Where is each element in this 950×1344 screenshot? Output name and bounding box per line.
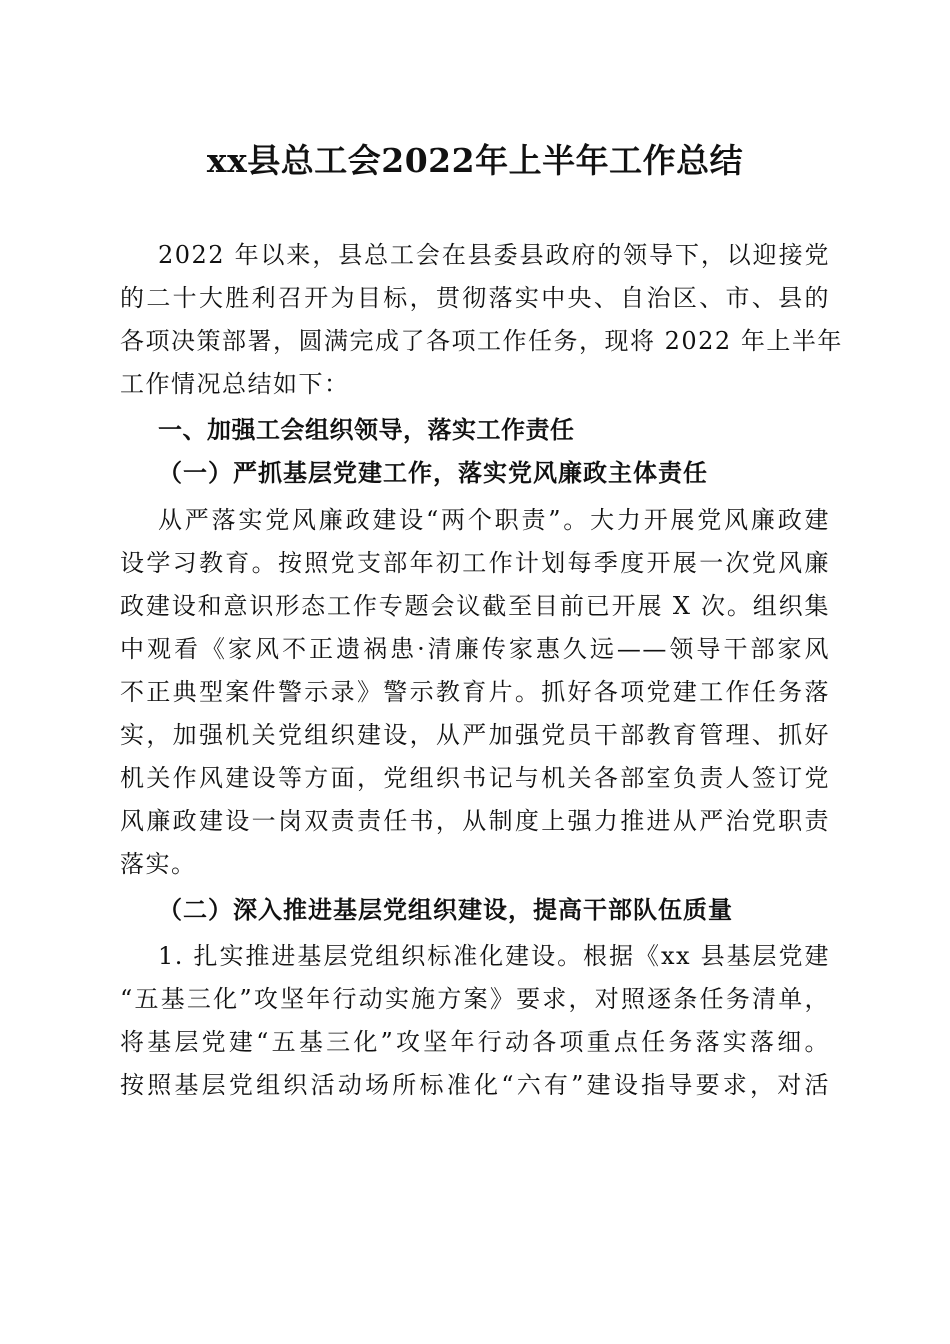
intro-line: 2022 年以来，县总工会在县委县政府的领导下，以迎接党 xyxy=(158,241,830,269)
body-line: 实，加强机关党组织建设，从严加强党员干部教育管理、抓好 xyxy=(120,721,830,749)
subsection-heading: （一）严抓基层党建工作，落实党风廉政主体责任 xyxy=(158,458,708,487)
body-line: 机关作风建设等方面，党组织书记与机关各部室负责人签订党 xyxy=(120,764,830,792)
section-heading: 一、加强工会组织领导，落实工作责任 xyxy=(158,416,575,444)
intro-line: 的二十大胜利召开为目标，贯彻落实中央、自治区、市、县的 xyxy=(120,284,830,312)
body-line: 将基层党建“五基三化”攻坚年行动各项重点任务落实落细。 xyxy=(120,1028,830,1056)
body-line: 按照基层党组织活动场所标准化“六有”建设指导要求，对活 xyxy=(120,1071,830,1099)
body-line: 从严落实党风廉政建设“两个职责”。大力开展党风廉政建 xyxy=(158,506,830,534)
intro-line: 各项决策部署，圆满完成了各项工作任务，现将 2022 年上半年 xyxy=(120,327,843,355)
body-line: 中观看《家风不正遗祸患·清廉传家惠久远——领导干部家风 xyxy=(120,635,830,663)
body-line: 风廉政建设一岗双责责任书，从制度上强力推进从严治党职责 xyxy=(120,807,830,835)
subsection-heading: （二）深入推进基层党组织建设，提高干部队伍质量 xyxy=(158,895,733,924)
body-line: 不正典型案件警示录》警示教育片。抓好各项党建工作任务落 xyxy=(120,678,830,706)
body-line: 设学习教育。按照党支部年初工作计划每季度开展一次党风廉 xyxy=(120,549,830,577)
body-line: “五基三化”攻坚年行动实施方案》要求，对照逐条任务清单， xyxy=(120,985,830,1013)
document-title: xx县总工会2022年上半年工作总结 xyxy=(206,141,744,180)
body-line: 1. 扎实推进基层党组织标准化建设。根据《xx 县基层党建 xyxy=(158,942,830,970)
intro-line: 工作情况总结如下： xyxy=(120,370,350,398)
body-line: 落实。 xyxy=(120,850,197,878)
body-line: 政建设和意识形态工作专题会议截至目前已开展 X 次。组织集 xyxy=(120,592,830,620)
